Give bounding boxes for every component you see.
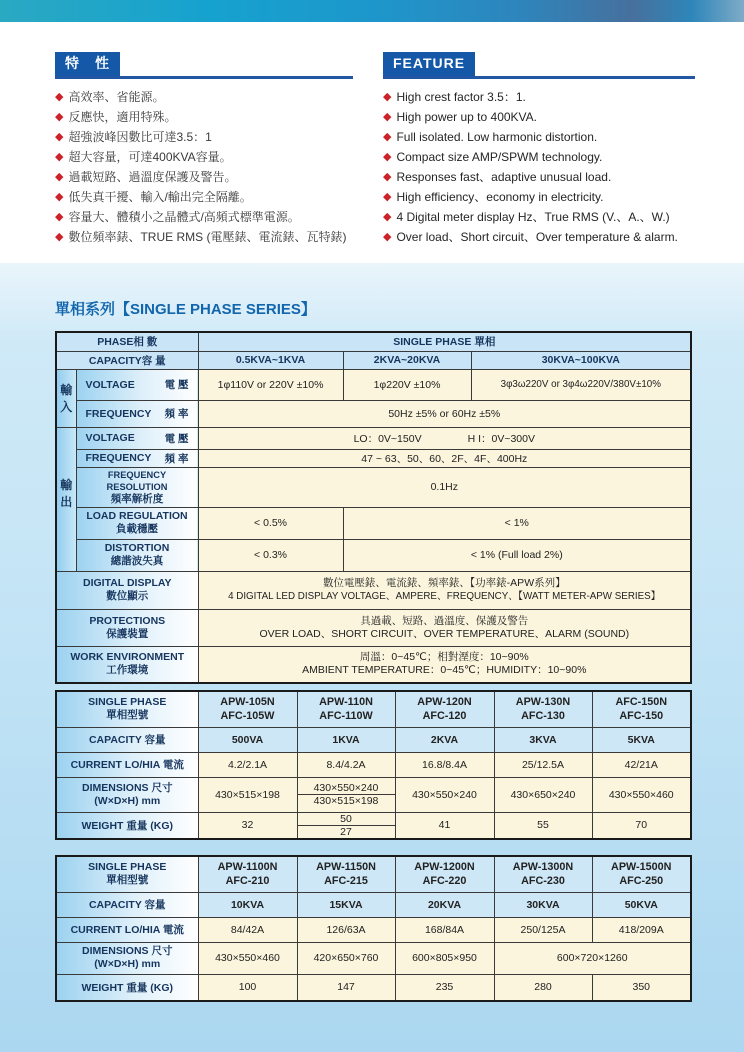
load-regulation-value-cell: < 0.5% <box>198 507 343 539</box>
model-name2: AFC-120 <box>422 710 467 723</box>
model-name-cell <box>395 856 494 892</box>
capacity-value-cell: 5KVA <box>592 727 691 752</box>
feature-text: Responses fast、adaptive unusual load. <box>396 170 612 184</box>
features-english-list <box>383 87 695 247</box>
distortion-cn: 總諧波失真 <box>110 555 164 567</box>
input-voltage-value-cell: 1φ110V or 220V ±10% <box>198 369 343 400</box>
distortion-label-cell <box>76 539 198 571</box>
input-frequency-label-cell <box>76 400 198 427</box>
capacity-label-cn: 容 量 <box>141 354 166 367</box>
output-voltage-value-cell <box>198 427 691 449</box>
model-name-cell <box>198 856 297 892</box>
dimensions-value-cell: 430×550×460 <box>592 777 691 812</box>
output-group-char1: 輸 <box>60 478 73 492</box>
diamond-bullet-icon: ◆ <box>383 111 392 123</box>
model-name1: APW-1150N <box>316 861 376 874</box>
input-frequency-value-cell: 50Hz ±5% or 60Hz ±5% <box>198 400 691 427</box>
feature-text: 容量大、體積小之晶體式/高頻式標準電源。 <box>68 210 300 224</box>
current-value-cell: 168/84A <box>395 917 494 942</box>
capacity-range-cell: 0.5KVA~1KVA <box>198 351 343 369</box>
current-value-cell: 25/12.5A <box>494 752 592 777</box>
feature-text: 高效率、省能源。 <box>68 90 165 104</box>
digital-display-en: DIGITAL DISPLAY <box>83 577 172 589</box>
dimensions-label-line1: DIMENSIONS 尺寸 <box>82 945 173 957</box>
input-group-char2: 入 <box>60 400 73 414</box>
features-english-title: FEATURE <box>383 52 475 76</box>
list-item <box>383 187 695 207</box>
digital-display-line1: 數位電壓錶、電流錶、頻率錶、【功率錶-APW系列】 <box>322 577 566 589</box>
list-item <box>55 207 353 227</box>
model-name-cell <box>494 691 592 727</box>
frequency-resolution-label-cell <box>76 467 198 507</box>
model-header-en: SINGLE PHASE <box>88 696 167 709</box>
feature-text: High crest factor 3.5：1. <box>396 90 526 104</box>
load-regulation-value-cell: < 1% <box>343 507 691 539</box>
list-item <box>55 127 353 147</box>
feature-text: 數位頻率錶、TRUE RMS (電壓錶、電流錶、瓦特錶) <box>68 230 347 244</box>
weight-bottom: 27 <box>340 825 352 838</box>
model-name2: AFC-215 <box>324 875 368 888</box>
model-name1: APW-1200N <box>414 861 475 874</box>
phase-label-en: PHASE <box>97 336 134 349</box>
output-frequency-label-cell <box>76 449 198 467</box>
digital-display-value-cell <box>198 571 691 609</box>
weight-value-cell: 235 <box>395 974 494 1001</box>
capacity-value-cell: 15KVA <box>297 892 395 917</box>
work-environment-line2: AMBIENT TEMPERATURE：0~45℃；HUMIDITY：10~90% <box>302 664 587 677</box>
model-name2: AFC-150 <box>619 710 664 723</box>
dimensions-label-line1: DIMENSIONS 尺寸 <box>82 781 173 794</box>
diamond-bullet-icon: ◆ <box>383 191 392 203</box>
capacity-value-cell: 50KVA <box>592 892 691 917</box>
model-name1: APW-105N <box>220 696 275 709</box>
protections-value-cell <box>198 609 691 646</box>
output-voltage-hi: H I：0V~300V <box>467 432 535 445</box>
model-header-label-cell <box>56 856 198 892</box>
capacity-row-label-cell: CAPACITY 容量 <box>56 892 198 917</box>
dimensions-row-label-cell <box>56 777 198 812</box>
input-group-char1: 輸 <box>60 383 73 397</box>
capacity-label-cell <box>56 351 198 369</box>
current-value-cell: 418/209A <box>592 917 691 942</box>
weight-value-cell: 100 <box>198 974 297 1001</box>
distortion-en: DISTORTION <box>104 542 170 554</box>
weight-value-cell: 32 <box>198 812 297 839</box>
feature-text: 超強波峰因數比可達3.5：1 <box>68 130 212 144</box>
list-item <box>55 147 353 167</box>
input-voltage-value-cell: 3φ3ω220V or 3φ4ω220V/380V±10% <box>471 369 691 400</box>
output-group-cell <box>56 427 76 571</box>
capacity-value-cell: 20KVA <box>395 892 494 917</box>
diamond-bullet-icon: ◆ <box>383 151 392 163</box>
distortion-value-cell: < 1% (Full load 2%) <box>343 539 691 571</box>
weight-value-cell: 280 <box>494 974 592 1001</box>
diamond-bullet-icon: ◆ <box>383 131 392 143</box>
frequency-resolution-cn: 頻率解析度 <box>110 492 164 505</box>
features-chinese-header-rule <box>55 52 353 79</box>
model-header-label-cell <box>56 691 198 727</box>
model-name1: APW-110N <box>319 696 373 709</box>
dimensions-label-line2: (W×D×H) mm <box>94 794 161 807</box>
feature-text: High power up to 400KVA. <box>396 110 537 124</box>
model-name-cell <box>592 691 691 727</box>
dimensions-value-cell: 430×550×460 <box>198 942 297 974</box>
output-frequency-en: FREQUENCY <box>85 452 152 464</box>
model-table-small <box>55 690 692 840</box>
frequency-resolution-value-cell: 0.1Hz <box>198 467 691 507</box>
list-item <box>55 227 353 247</box>
model-header-en: SINGLE PHASE <box>88 861 167 874</box>
capacity-value-cell: 1KVA <box>297 727 395 752</box>
weight-value-cell-split <box>297 812 395 839</box>
dimensions-value-cell: 430×550×240 <box>395 777 494 812</box>
model-name2: AFC-110W <box>319 710 373 723</box>
current-value-cell: 84/42A <box>198 917 297 942</box>
dimensions-label-line2: (W×D×H) mm <box>94 958 161 970</box>
digital-display-label-cell <box>56 571 198 609</box>
model-header-cn: 單相型號 <box>106 709 149 722</box>
weight-top: 50 <box>298 813 395 826</box>
diamond-bullet-icon: ◆ <box>383 91 392 103</box>
diamond-bullet-icon: ◆ <box>55 131 64 143</box>
capacity-label-en: CAPACITY <box>88 354 142 367</box>
model-name-cell <box>494 856 592 892</box>
diamond-bullet-icon: ◆ <box>55 91 64 103</box>
series-title: 單相系列【SINGLE PHASE SERIES】 <box>55 301 316 318</box>
diamond-bullet-icon: ◆ <box>55 231 64 243</box>
weight-value-cell: 350 <box>592 974 691 1001</box>
input-voltage-value-cell: 1φ220V ±10% <box>343 369 471 400</box>
feature-text: Compact size AMP/SPWM technology. <box>396 150 603 164</box>
list-item <box>383 227 695 247</box>
input-group-cell <box>56 369 76 427</box>
model-name2: AFC-130 <box>521 710 565 723</box>
work-environment-line1: 周溫：0~45℃；相對溼度：10~90% <box>359 651 529 664</box>
list-item <box>383 107 695 127</box>
model-name-cell <box>592 856 691 892</box>
phase-value-cell: SINGLE PHASE 單相 <box>198 332 691 351</box>
input-frequency-en: FREQUENCY <box>85 407 152 420</box>
list-item <box>383 207 695 227</box>
load-regulation-cn: 負載穩壓 <box>116 523 158 535</box>
capacity-row-label-cell: CAPACITY 容量 <box>56 727 198 752</box>
model-name1: APW-130N <box>515 696 571 709</box>
feature-text: 4 Digital meter display Hz、True RMS (V.、A.、W.) <box>396 210 670 224</box>
current-value-cell: 42/21A <box>592 752 691 777</box>
capacity-value-cell: 3KVA <box>494 727 592 752</box>
feature-text: 超大容量，可達400KVA容量。 <box>68 150 232 164</box>
work-environment-en: WORK ENVIRONMENT <box>70 651 185 664</box>
input-voltage-label-cell <box>76 369 198 400</box>
features-english-header-rule <box>383 52 695 79</box>
features-english-section <box>383 52 695 247</box>
weight-row-label-cell: WEIGHT 重量 (KG) <box>56 812 198 839</box>
model-header-cn: 單相型號 <box>106 874 149 887</box>
list-item <box>383 87 695 107</box>
current-row-label-cell: CURRENT LO/HIA 電流 <box>56 917 198 942</box>
current-value-cell: 4.2/2.1A <box>198 752 297 777</box>
input-voltage-cn: 電 壓 <box>164 379 189 391</box>
output-voltage-label-cell <box>76 427 198 449</box>
single-phase-spec-table <box>55 331 692 684</box>
model-name2: AFC-105W <box>220 710 275 723</box>
phase-label-cell <box>56 332 198 351</box>
frequency-resolution-en: FREQUENCY RESOLUTION <box>106 469 168 492</box>
model-name1: APW-1100N <box>217 861 278 874</box>
model-name-cell <box>395 691 494 727</box>
current-value-cell: 250/125A <box>494 917 592 942</box>
weight-row-label-cell: WEIGHT 重量 (KG) <box>56 974 198 1001</box>
feature-text: 低失真干擾、輸入/輸出完全隔離。 <box>68 190 252 204</box>
top-gradient-bar <box>0 0 744 22</box>
model-name2: AFC-210 <box>225 875 270 888</box>
load-regulation-en: LOAD REGULATION <box>86 510 188 522</box>
protections-label-cell <box>56 609 198 646</box>
digital-display-line2: 4 DIGITAL LED DISPLAY VOLTAGE、AMPERE、FREQUENCY、【WATT METER-APW SERIES】 <box>228 591 661 602</box>
diamond-bullet-icon: ◆ <box>55 191 64 203</box>
model-name1: APW-1300N <box>512 861 574 874</box>
weight-value-cell: 147 <box>297 974 395 1001</box>
model-table-large <box>55 855 692 1002</box>
dimensions-value-cell: 430×650×240 <box>494 777 592 812</box>
capacity-value-cell: 30KVA <box>494 892 592 917</box>
output-group-char2: 出 <box>60 495 73 509</box>
feature-text: 過載短路、過溫度保護及警告。 <box>68 170 237 184</box>
feature-text: Over load、Short circuit、Over temperature & alarm. <box>396 230 678 244</box>
feature-text: High efficiency、economy in electricity. <box>396 190 604 204</box>
diamond-bullet-icon: ◆ <box>55 211 64 223</box>
dimensions-value-cell-split <box>297 777 395 812</box>
dimensions-value-cell: 420×650×760 <box>297 942 395 974</box>
weight-value-cell: 41 <box>395 812 494 839</box>
model-name2: AFC-250 <box>619 875 664 888</box>
list-item <box>55 87 353 107</box>
distortion-value-cell: < 0.3% <box>198 539 343 571</box>
capacity-value-cell: 2KVA <box>395 727 494 752</box>
model-name1: APW-1500N <box>611 861 672 874</box>
output-frequency-value-cell: 47 ~ 63、50、60、2F、4F、400Hz <box>198 449 691 467</box>
dimensions-value-cell: 600×805×950 <box>395 942 494 974</box>
model-name-cell <box>297 691 395 727</box>
model-name2: AFC-220 <box>422 875 467 888</box>
current-row-label-cell: CURRENT LO/HIA 電流 <box>56 752 198 777</box>
protections-line2: OVER LOAD、SHORT CIRCUIT、OVER TEMPERATURE、ALARM (SOUND) <box>259 627 630 640</box>
work-environment-label-cell <box>56 646 198 683</box>
diamond-bullet-icon: ◆ <box>55 151 64 163</box>
capacity-range-cell: 2KVA~20KVA <box>343 351 471 369</box>
work-environment-cn: 工作環境 <box>106 664 149 677</box>
model-name-cell <box>297 856 395 892</box>
digital-display-cn: 數位顯示 <box>106 590 149 602</box>
model-name-cell <box>198 691 297 727</box>
diamond-bullet-icon: ◆ <box>55 171 64 183</box>
dimensions-bottom: 430×515×198 <box>313 795 379 807</box>
load-regulation-label-cell <box>76 507 198 539</box>
phase-label-cn: 相 數 <box>133 336 158 349</box>
model-name2: AFC-230 <box>521 875 565 888</box>
work-environment-value-cell <box>198 646 691 683</box>
weight-value-cell: 55 <box>494 812 592 839</box>
capacity-value-cell: 10KVA <box>198 892 297 917</box>
dimensions-top: 430×550×240 <box>298 782 395 795</box>
feature-text: 反應快，適用特殊。 <box>68 110 177 124</box>
current-value-cell: 8.4/4.2A <box>297 752 395 777</box>
feature-text: Full isolated. Low harmonic distortion. <box>396 130 598 144</box>
current-value-cell: 16.8/8.4A <box>395 752 494 777</box>
features-chinese-title: 特 性 <box>55 52 120 76</box>
dimensions-row-label-cell <box>56 942 198 974</box>
list-item <box>383 127 695 147</box>
output-voltage-lo: LO：0V~150V <box>353 432 422 445</box>
diamond-bullet-icon: ◆ <box>383 211 392 223</box>
protections-line1: 具過載、短路、過溫度、保護及警告 <box>360 614 529 627</box>
input-voltage-en: VOLTAGE <box>85 378 135 391</box>
dimensions-value-cell-span: 600×720×1260 <box>494 942 691 974</box>
output-frequency-cn: 頻 率 <box>164 452 189 465</box>
output-voltage-en: VOLTAGE <box>85 432 135 444</box>
input-frequency-cn: 頻 率 <box>164 408 189 420</box>
output-voltage-cn: 電 壓 <box>164 432 189 445</box>
model-name1: APW-120N <box>417 696 472 709</box>
protections-cn: 保護裝置 <box>106 627 149 640</box>
model-name1: AFC-150N <box>615 696 668 709</box>
diamond-bullet-icon: ◆ <box>383 231 392 243</box>
current-value-cell: 126/63A <box>297 917 395 942</box>
capacity-range-cell: 30KVA~100KVA <box>471 351 691 369</box>
weight-value-cell: 70 <box>592 812 691 839</box>
diamond-bullet-icon: ◆ <box>383 171 392 183</box>
list-item <box>55 187 353 207</box>
list-item <box>383 167 695 187</box>
list-item <box>55 107 353 127</box>
protections-en: PROTECTIONS <box>89 614 166 627</box>
features-chinese-section <box>55 52 353 247</box>
capacity-value-cell: 500VA <box>198 727 297 752</box>
features-chinese-list <box>55 87 353 247</box>
dimensions-value-cell: 430×515×198 <box>198 777 297 812</box>
diamond-bullet-icon: ◆ <box>55 111 64 123</box>
list-item <box>55 167 353 187</box>
list-item <box>383 147 695 167</box>
